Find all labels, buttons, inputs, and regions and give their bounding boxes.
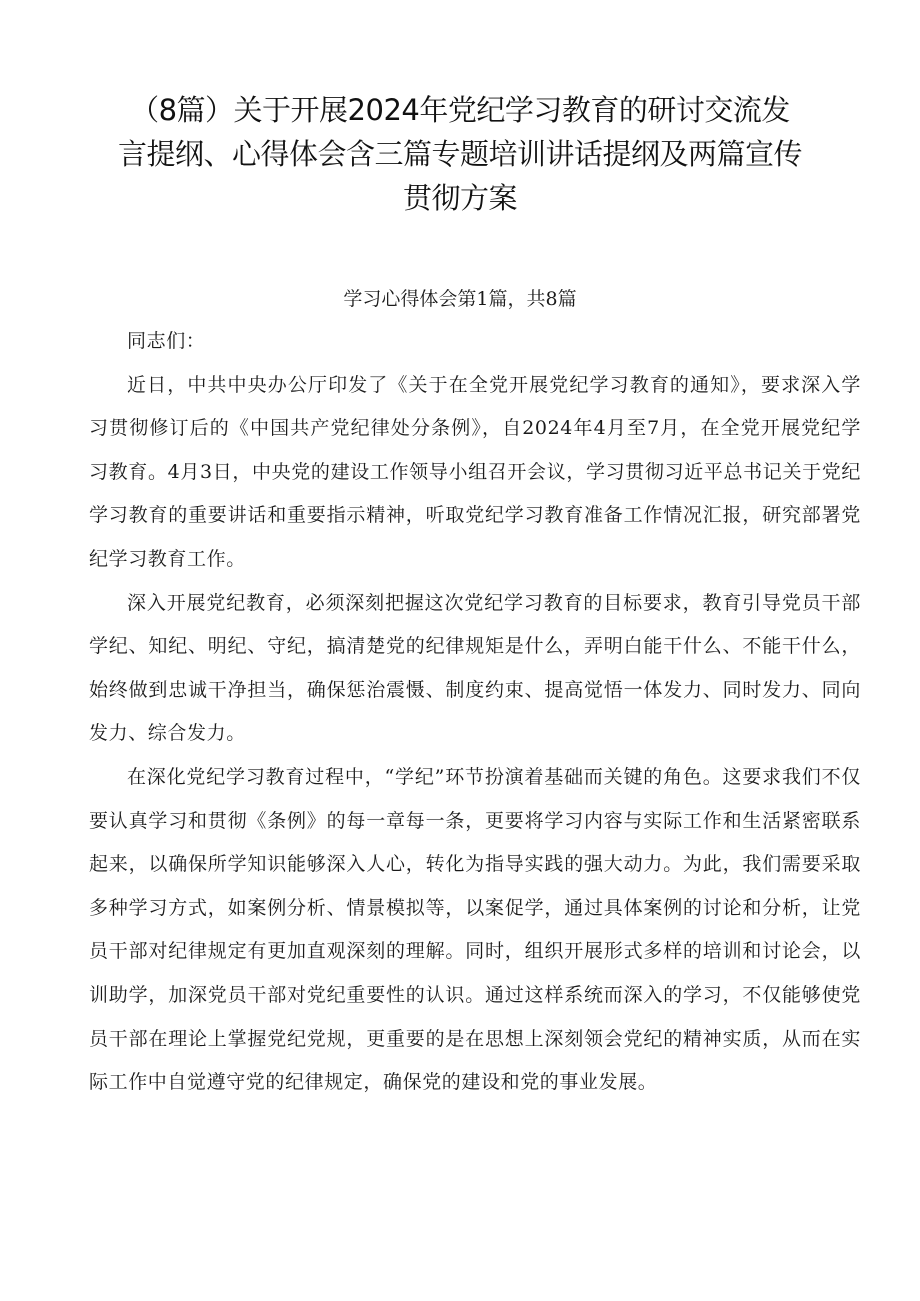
body-paragraph-1: 近日，中共中央办公厅印发了《关于在全党开展党纪学习教育的通知》，要求深入学习贯彻修订后的《中国共产党纪律处分条例》，自2024年4月至7月，在全党开展党纪学习教育。4月3日，中央党的建设工作领导小组召开会议，学习贯彻习近平总书记关于党纪学习教育的重要讲话和重要指示精神，听取党纪学习教育准备工作情况汇报，研究部署党纪学习教育工作。 (89, 373, 861, 570)
document-title (90, 88, 830, 220)
title-line-3: 贯彻方案 (402, 181, 517, 215)
section-subtitle: 学习心得体会第1篇，共8篇 (343, 288, 577, 310)
document-body (89, 320, 861, 1105)
title-line-1: （8篇）关于开展2024年党纪学习教育的研讨交流发 (130, 93, 790, 127)
greeting: 同志们： (127, 330, 206, 352)
body-paragraph-2: 深入开展党纪教育，必须深刻把握这次党纪学习教育的目标要求，教育引导党员干部学纪、知纪、明纪、守纪，搞清楚党的纪律规矩是什么，弄明白能干什么、不能干什么，始终做到忠诚干净担当，确保惩治震慑、制度约束、提高觉悟一体发力、同时发力、同向发力、综合发力。 (89, 591, 861, 745)
title-line-2: 言提纲、心得体会含三篇专题培训讲话提纲及两篇宣传 (117, 137, 802, 171)
body-paragraph-3: 在深化党纪学习教育过程中，“学纪”环节扮演着基础而关键的角色。这要求我们不仅要认真学习和贯彻《条例》的每一章每一条，更要将学习内容与实际工作和生活紧密联系起来，以确保所学知识能够深入人心，转化为指导实践的强大动力。为此，我们需要采取多种学习方式，如案例分析、情景模拟等，以案促学，通过具体案例的讨论和分析，让党员干部对纪律规定有更加直观深刻的理解。同时，组织开展形式多样的培训和讨论会，以训助学，加深党员干部对党纪重要性的认识。通过这样系统而深入的学习，不仅能够使党员干部在理论上掌握党纪党规，更重要的是在思想上深刻领会党纪的精神实质，从而在实际工作中自觉遵守党的纪律规定，确保党的建设和党的事业发展。 (89, 765, 861, 1094)
